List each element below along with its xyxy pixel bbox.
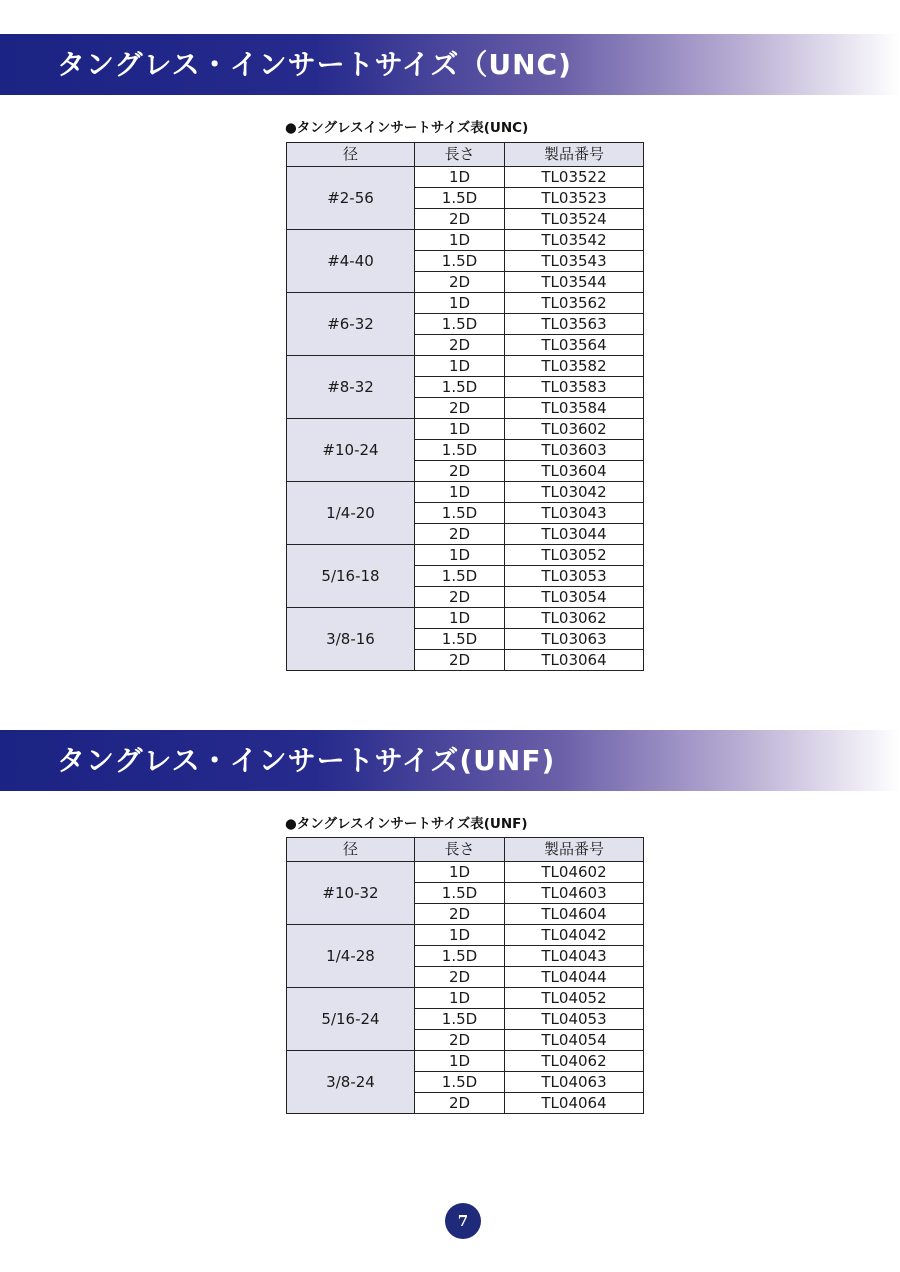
length-cell: 1.5D	[415, 1072, 505, 1093]
length-cell: 1D	[415, 356, 505, 377]
header-diameter: 径	[287, 838, 415, 862]
length-cell: 1.5D	[415, 251, 505, 272]
length-cell: 1D	[415, 925, 505, 946]
section-title-unf: タングレス・インサートサイズ(UNF)	[57, 744, 556, 777]
table-row	[287, 356, 644, 377]
product-number-cell: TL04054	[505, 1030, 644, 1051]
diameter-cell: #6-32	[287, 293, 415, 356]
section-banner-unc	[0, 34, 900, 95]
table-row	[287, 1051, 644, 1072]
length-cell: 2D	[415, 335, 505, 356]
length-cell: 1.5D	[415, 883, 505, 904]
length-cell: 1D	[415, 293, 505, 314]
table-row	[287, 988, 644, 1009]
length-cell: 2D	[415, 587, 505, 608]
header-product-number: 製品番号	[505, 838, 644, 862]
length-cell: 2D	[415, 904, 505, 925]
product-number-cell: TL03542	[505, 230, 644, 251]
length-cell: 1.5D	[415, 314, 505, 335]
length-cell: 1D	[415, 419, 505, 440]
product-number-cell: TL03543	[505, 251, 644, 272]
length-cell: 1D	[415, 167, 505, 188]
length-cell: 1.5D	[415, 440, 505, 461]
section-banner-unf	[0, 730, 900, 791]
length-cell: 1.5D	[415, 629, 505, 650]
length-cell: 1.5D	[415, 188, 505, 209]
length-cell: 2D	[415, 524, 505, 545]
product-number-cell: TL04604	[505, 904, 644, 925]
table-row	[287, 230, 644, 251]
table-header-row	[287, 838, 644, 862]
size-table-unc	[286, 142, 644, 671]
table-row	[287, 925, 644, 946]
product-number-cell: TL03603	[505, 440, 644, 461]
product-number-cell: TL04064	[505, 1093, 644, 1114]
product-number-cell: TL03052	[505, 545, 644, 566]
product-number-cell: TL03522	[505, 167, 644, 188]
length-cell: 1D	[415, 482, 505, 503]
diameter-cell: #10-32	[287, 862, 415, 925]
length-cell: 1D	[415, 1051, 505, 1072]
diameter-cell: 1/4-20	[287, 482, 415, 545]
table-row	[287, 482, 644, 503]
length-cell: 2D	[415, 398, 505, 419]
product-number-cell: TL03524	[505, 209, 644, 230]
product-number-cell: TL03582	[505, 356, 644, 377]
product-number-cell: TL03584	[505, 398, 644, 419]
diameter-cell: 5/16-24	[287, 988, 415, 1051]
product-number-cell: TL04603	[505, 883, 644, 904]
length-cell: 2D	[415, 1093, 505, 1114]
diameter-cell: 3/8-24	[287, 1051, 415, 1114]
table-row	[287, 293, 644, 314]
product-number-cell: TL03563	[505, 314, 644, 335]
length-cell: 1.5D	[415, 566, 505, 587]
header-length: 長さ	[415, 143, 505, 167]
product-number-cell: TL04602	[505, 862, 644, 883]
table-caption-unf: ●タングレスインサートサイズ表(UNF)	[285, 816, 528, 832]
length-cell: 1D	[415, 545, 505, 566]
length-cell: 2D	[415, 1030, 505, 1051]
header-product-number: 製品番号	[505, 143, 644, 167]
length-cell: 1D	[415, 862, 505, 883]
header-diameter: 径	[287, 143, 415, 167]
length-cell: 2D	[415, 967, 505, 988]
product-number-cell: TL03043	[505, 503, 644, 524]
product-number-cell: TL03564	[505, 335, 644, 356]
table-row	[287, 608, 644, 629]
page-number-badge: 7	[445, 1203, 481, 1239]
product-number-cell: TL04053	[505, 1009, 644, 1030]
table-header-row	[287, 143, 644, 167]
length-cell: 2D	[415, 461, 505, 482]
product-number-cell: TL03044	[505, 524, 644, 545]
length-cell: 1.5D	[415, 1009, 505, 1030]
product-number-cell: TL04042	[505, 925, 644, 946]
diameter-cell: #8-32	[287, 356, 415, 419]
product-number-cell: TL03523	[505, 188, 644, 209]
length-cell: 2D	[415, 209, 505, 230]
table-caption-unc: ●タングレスインサートサイズ表(UNC)	[285, 120, 529, 136]
product-number-cell: TL03062	[505, 608, 644, 629]
product-number-cell: TL04044	[505, 967, 644, 988]
diameter-cell: #4-40	[287, 230, 415, 293]
table-row	[287, 167, 644, 188]
header-length: 長さ	[415, 838, 505, 862]
product-number-cell: TL04063	[505, 1072, 644, 1093]
product-number-cell: TL03562	[505, 293, 644, 314]
table-row	[287, 862, 644, 883]
table-row	[287, 419, 644, 440]
product-number-cell: TL04052	[505, 988, 644, 1009]
size-table-unf	[286, 837, 644, 1114]
length-cell: 1.5D	[415, 377, 505, 398]
product-number-cell: TL04043	[505, 946, 644, 967]
product-number-cell: TL03042	[505, 482, 644, 503]
length-cell: 1.5D	[415, 946, 505, 967]
length-cell: 2D	[415, 272, 505, 293]
table-row	[287, 545, 644, 566]
product-number-cell: TL03604	[505, 461, 644, 482]
product-number-cell: TL03544	[505, 272, 644, 293]
product-number-cell: TL04062	[505, 1051, 644, 1072]
diameter-cell: 1/4-28	[287, 925, 415, 988]
product-number-cell: TL03583	[505, 377, 644, 398]
product-number-cell: TL03054	[505, 587, 644, 608]
diameter-cell: 3/8-16	[287, 608, 415, 671]
product-number-cell: TL03063	[505, 629, 644, 650]
length-cell: 2D	[415, 650, 505, 671]
length-cell: 1D	[415, 608, 505, 629]
product-number-cell: TL03602	[505, 419, 644, 440]
product-number-cell: TL03053	[505, 566, 644, 587]
length-cell: 1D	[415, 230, 505, 251]
section-title-unc: タングレス・インサートサイズ（UNC)	[57, 48, 572, 81]
product-number-cell: TL03064	[505, 650, 644, 671]
length-cell: 1.5D	[415, 503, 505, 524]
diameter-cell: #2-56	[287, 167, 415, 230]
diameter-cell: #10-24	[287, 419, 415, 482]
length-cell: 1D	[415, 988, 505, 1009]
diameter-cell: 5/16-18	[287, 545, 415, 608]
